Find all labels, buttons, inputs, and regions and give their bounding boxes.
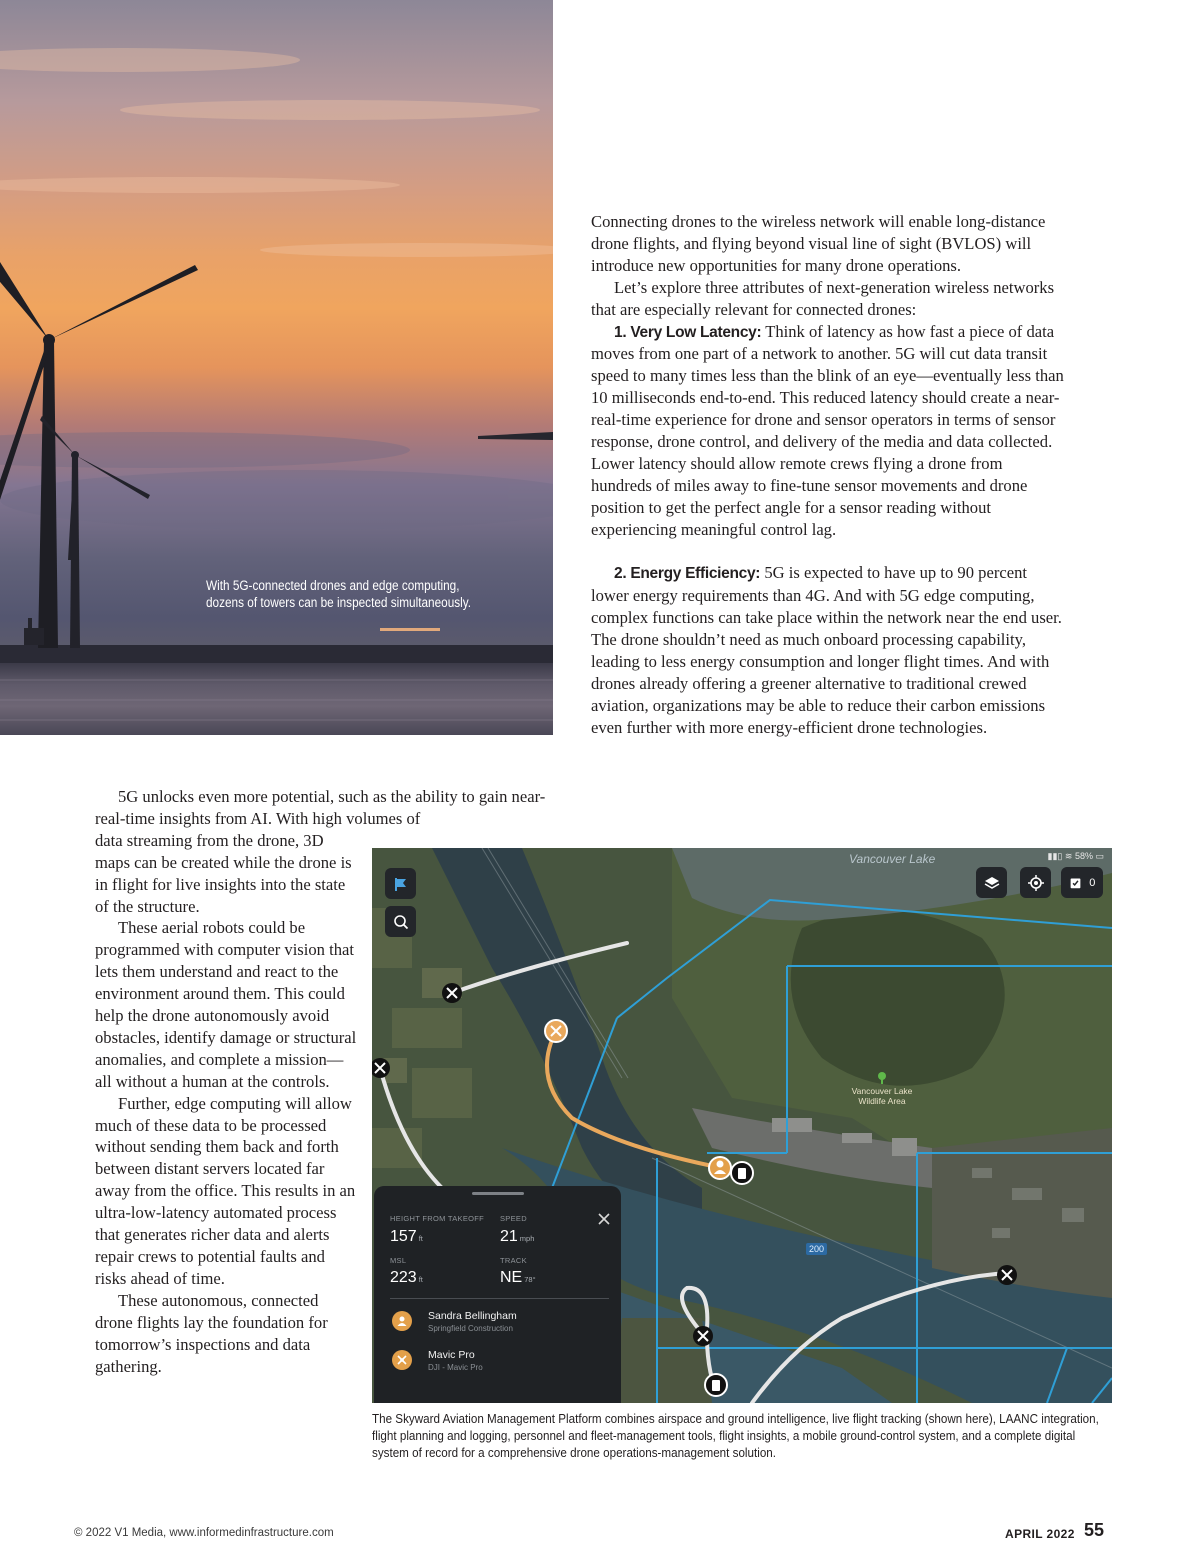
active-drone-marker-icon[interactable] xyxy=(545,1020,567,1042)
issue-date: APRIL 2022 xyxy=(1005,1527,1075,1541)
search-button[interactable] xyxy=(385,906,416,937)
latency-heading: 1. Very Low Latency: xyxy=(614,323,762,341)
battery-percent: 58% xyxy=(1074,851,1093,861)
search-icon xyxy=(393,914,409,930)
speed-label: SPEED xyxy=(500,1214,527,1223)
drone-avatar-icon[interactable] xyxy=(392,1350,412,1370)
drone-model: DJI - Mavic Pro xyxy=(428,1363,483,1372)
flag-icon xyxy=(393,876,409,892)
locate-button[interactable] xyxy=(1020,867,1051,898)
battery-marker-icon[interactable] xyxy=(731,1162,753,1184)
explore-paragraph: Let’s explore three attributes of next-generation wireless networks that are especially relevant for connected drones: xyxy=(591,277,1055,319)
pilot-avatar-icon[interactable] xyxy=(392,1311,412,1331)
page-number: 55 xyxy=(1084,1520,1105,1540)
drone-marker-icon[interactable] xyxy=(693,1326,713,1346)
panel-divider xyxy=(390,1298,609,1299)
drone-name[interactable]: Mavic Pro xyxy=(428,1349,475,1361)
close-icon[interactable] xyxy=(597,1212,611,1226)
height-label: HEIGHT FROM TAKEOFF xyxy=(390,1214,485,1223)
edge-computing-paragraph: Further, edge computing will allow much of these data to be processed without sending them back and forth between distant servers located far away from the office. This results in an ultra-low-latency automated process that generates richer data and alerts repair crews to potential faults and risks ahead of time. xyxy=(95,1093,356,1288)
battery-marker-icon[interactable] xyxy=(705,1374,727,1396)
flight-detail-panel xyxy=(374,1186,621,1403)
autonomous-flights-paragraph: These autonomous, connected drone flights lay the foundation for tomorrow’s inspections and data gathering. xyxy=(95,1290,328,1376)
left-column-text xyxy=(95,830,357,1378)
msl-label: MSL xyxy=(390,1256,407,1265)
height-value xyxy=(390,1228,423,1246)
task-count: 0 xyxy=(1089,876,1096,889)
right-column-text xyxy=(591,211,1065,739)
latency-paragraph xyxy=(591,321,1065,541)
clipboard-check-icon xyxy=(1069,876,1082,889)
track-value xyxy=(500,1269,536,1287)
photo-caption xyxy=(206,577,488,611)
energy-heading: 2. Energy Efficiency: xyxy=(614,565,761,583)
screenshot-caption: The Skyward Aviation Management Platform combines airspace and ground intelligence, live flight tracking (shown here), LAANC integration, flight planning and logging, personnel and fleet-management tools, flight insights, a mobile ground-control system, and a complete digital system of record for a comprehensive drone operations-management solution. xyxy=(372,1411,1099,1461)
msl-value xyxy=(390,1269,423,1287)
sunset-wind-turbines-illustration xyxy=(0,0,553,735)
signal-icon: ▮▮▯ ≋ xyxy=(1047,851,1073,861)
msl-number: 223 xyxy=(390,1269,417,1286)
intro-paragraph: Connecting drones to the wireless network will enable long-distance drone flights, and flying beyond visual line of sight (BVLOS) will introduce new opportunities for many drone operations. xyxy=(591,212,1046,275)
computer-vision-paragraph: These aerial robots could be programmed with computer vision that lets them understand and react to the environment around them. This could help the drone autonomously avoid obstacles, identify damage or structural anomalies, and complete a mission—all without a human at the controls. xyxy=(95,918,357,1091)
vancouver-lake-label: Vancouver Lake xyxy=(849,852,936,866)
drone-marker-icon[interactable] xyxy=(997,1265,1017,1285)
tasks-button[interactable] xyxy=(1061,867,1103,898)
wildlife-area-label-line-1: Vancouver Lake xyxy=(851,1086,913,1096)
energy-paragraph xyxy=(591,562,1065,738)
speed-number: 21 xyxy=(500,1228,518,1245)
latency-text: Think of latency as how fast a piece of data moves from one part of a network to another. 5G will cut data transit speed to many times less than the blink of an eye—eventually less than 10 milliseconds end-to-end. This reduced latency should create a near-real-time experience for drone and sensor operators in terms of sensor response, drone control, and delivery of the media and data collected. Lower latency should allow remote crews flying a drone from hundreds of miles away to fine-tune sensor movements and drone position to get the perfect angle for a sensor reading without experiencing meaningful control lag. xyxy=(591,321,1064,539)
wind-turbine-photo xyxy=(0,0,553,735)
height-unit: ft xyxy=(418,1234,423,1243)
skyward-platform-screenshot xyxy=(372,848,1112,1403)
drone-marker-icon[interactable] xyxy=(442,983,462,1003)
flag-button[interactable] xyxy=(385,868,416,899)
pilot-marker-icon[interactable] xyxy=(709,1157,731,1179)
speed-unit: mph xyxy=(519,1234,535,1243)
battery-icon: ▭ xyxy=(1095,851,1104,861)
track-degrees: 78° xyxy=(524,1275,536,1284)
pilot-name[interactable]: Sandra Bellingham xyxy=(428,1310,517,1322)
copyright-notice: © 2022 V1 Media, www.informedinfrastructure.com xyxy=(74,1527,334,1539)
airspace-altitude-badge: 200 xyxy=(806,1243,827,1255)
track-heading: NE xyxy=(500,1269,523,1286)
msl-unit: ft xyxy=(418,1275,423,1284)
wildlife-area-label-line-2: Wildlife Area xyxy=(858,1096,906,1106)
track-label: TRACK xyxy=(500,1256,527,1265)
energy-text: 5G is expected to have up to 90 percent lower energy requirements than 4G. And with 5G edge computing, complex functions can take place within the network near the end user. The drone shouldn’t need as much onboard processing capability, leading to less energy consumption and longer flight times. And with drones already offering a greener alternative to traditional crewed aviation, organizations may be able to reduce their carbon emissions even further with more energy-efficient drone technologies. xyxy=(591,563,1062,737)
speed-value xyxy=(500,1228,534,1246)
left-column-intro xyxy=(95,786,557,830)
drone-icon xyxy=(396,1354,408,1366)
photo-caption-line-1: With 5G-connected drones and edge computing, xyxy=(206,578,460,593)
photo-caption-line-2: dozens of towers can be inspected simultaneously. xyxy=(206,595,472,610)
wildlife-area-label xyxy=(842,1086,922,1106)
crosshair-icon xyxy=(1028,875,1044,891)
layers-icon xyxy=(984,875,1000,891)
person-icon xyxy=(396,1315,408,1327)
ai-insights-paragraph-start: 5G unlocks even more potential, such as the ability to gain near-real-time insights from AI. With high volumes of xyxy=(95,787,546,828)
height-number: 157 xyxy=(390,1228,417,1245)
ai-insights-paragraph-end: data streaming from the drone, 3D maps can be created while the drone is in flight for live insights into the state of the structure. xyxy=(95,830,352,916)
pilot-organization: Springfield Construction xyxy=(428,1324,513,1333)
device-status-bar xyxy=(1048,851,1104,862)
layers-button[interactable] xyxy=(976,867,1007,898)
panel-drag-handle[interactable] xyxy=(472,1192,524,1195)
